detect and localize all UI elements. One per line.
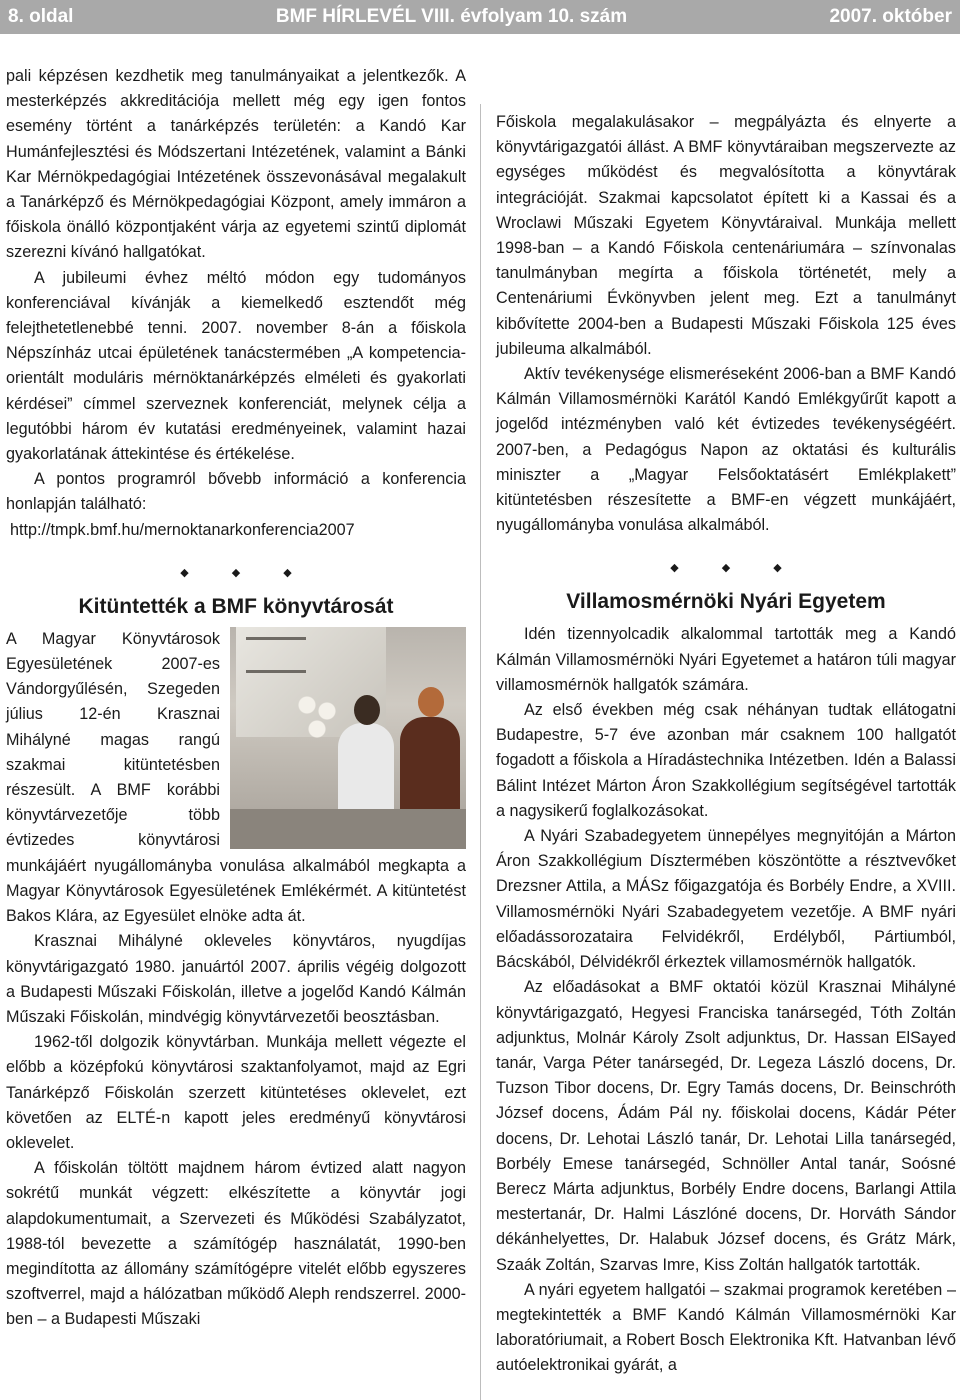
paragraph: Krasznai Mihályné okleveles könyvtáros, nyugdíjas könyvtárigazgató 1980. januártól 2007. április végéig dolgozott a Budapesti Műszaki Főiskolán, illetve a jogelőd Kandó Kálmán Műszaki Főiskolán, mindvégig könyvtárvezetői beosztásban.: [6, 932, 466, 1026]
paragraph: A pontos programról bővebb információ a konferencia honlapján található:: [6, 470, 466, 514]
paragraph: A főiskolán töltött majdnem három évtized alatt nagyon sokrétű munkát végzett: elkészítette a könyvtár jogi alapdokumentumait, a Szervezeti és Működési Szabályzatot, 1988-tól bevezette a számítógép használatát, 1990-ben megindította az állomány számítógépre vitelét előbb egyszeres szoftverrel, majd a hálózatban működő Aleph rendszerrel. 2000-ben – a Budapesti Műszaki: [6, 1159, 466, 1329]
page-header: [0, 0, 960, 34]
left-column: [6, 64, 466, 1333]
paragraph: Idén tizennyolcadik alkalommal tartották meg a Kandó Kálmán Villamosmérnöki Nyári Egyetemet a határon túli magyar villamosmérnök hallgatók számára.: [496, 625, 956, 694]
article-heading-library: Kitüntették a BMF könyvtárosát: [78, 594, 394, 618]
paragraph: Az előadásokat a BMF oktatói közül Krasznai Mihályné könyvtárigazgató, Hegyesi Franciska tanársegéd, Tóth Zoltán adjunktus, Molnár Károly Zsolt adjunktus, Dr. Hassan ElSayed tanár, Varga Péter tanársegéd, Dr. Legeza László docens, Dr. Tuzson Tibor docens, Dr. Egry Tamás docens, Dr. Beinschróth József docens, Ádám Pál ny. főiskolai docens, Kádár Péter docens, Dr. Lehotai László tanár, Dr. Lehotai Lilla tanársegéd, Borbély Emese tanársegéd, Schnöller Antal tanár, Soósné Berecz Márta adjunktus, Borbély Endre docens, Barlangi Attila mestertanár, Dr. Halmi Lászlóné docens, Dr. Horváth Sándor dékánhelyettes, Dr. Halabuk József docens, és Grátz Márk, Szaák Zoltán, Szarvas Imre, Kiss Zoltán hallgatók tartották.: [496, 978, 956, 1274]
paragraph: Főiskola megalakulásakor – megpályázta és elnyerte a könyvtárigazgatói állást. A BMF könyvtáraiban megszervezte az egységes működést és megvalósította a könyvtárak integrációját. Szakmai kapcsolatot épített ki a Kassai és a Wroclawi Műszaki Egyetem Könyvtáraival. Munkája mellett 1998-ban – a Kandó Főiskola centenáriumára – színvonalas tanulmányban megírta a főiskola történetét, mely a Centenáriumi Évkönyvben jelent meg. Ezt a tanulmányt kibővítette 2004-ben a Budapesti Műszaki Főiskola 125 éves jubileuma alkalmából.: [496, 113, 956, 358]
paragraph: A nyári egyetem hallgatói – szakmai programok keretében – megtekintették a BMF Kandó Kálmán Villamosmérnöki Kar laboratóriumait, a Robert Bosch Elektronika Kft. Hatvanban lévő autóelektronikai gyárát, a: [496, 1280, 956, 1375]
paragraph: A Nyári Szabadegyetem ünnepélyes megnyitóján a Márton Áron Szakkollégium Dísztermében köszöntötte a résztvevőket Drezsner Attila, a MÁSz főigazgatója és Borbély Endre, a XVIII. Villamosmérnöki Nyári Szabadegyetem vezetője. A BMF nyári előadássorozataira Felvidékről, Erdélyből, Pártiumból, Bácskából, Délvidékről érkeztek villamosmérnök hallgatók.: [496, 827, 956, 972]
conference-url-link[interactable]: http://tmpk.bmf.hu/mernoktanarkonferencia2007: [10, 520, 355, 539]
issue-date: 2007. október: [829, 6, 952, 27]
paragraph: Aktív tevékenysége elismeréseként 2006-ban a BMF Kandó Kálmán Villamosmérnöki Karától Kandó Emlékgyűrűt kapott a jogelőd intézményben való két évtizedes tevékenységéért. 2007-ben, a Pedagógus Napon az oktatási és kulturális miniszter a „Magyar Felsőoktatásért Emlékplakett” kitüntetésben részesítette a BMF-en végzett munkájáért, nyugállományba vonulása alkalmából.: [496, 365, 956, 535]
paragraph: pali képzésen kezdhetik meg tanulmányaikat a jelentkezők. A mesterképzés akkreditációja mellett még egy igen fontos esemény történt a tanárképzés területén: a Kandó Kar Humánfejlesztési és Módszertani Intézetének, valamint a Bánki Kar Mérnökpedagógiai Intézetének összevonásával megalakult a Tanárképző és Mérnökpedagógiai Központ, amely immáron a főiskola önálló központjaként várja az egyetemi szintű diplomát szerezni kívánó hallgatókat.: [6, 67, 466, 262]
article-heading-summer-university: Villamosmérnöki Nyári Egyetem: [566, 590, 886, 614]
section-separator-icon: ◆ ◆ ◆: [180, 566, 312, 579]
section-separator-icon: ◆ ◆ ◆: [670, 562, 802, 575]
page-number: 8. oldal: [8, 6, 74, 27]
paragraph: A Magyar Könyvtárosok Egyesületének 2007-es Vándorgyűlésén, Szegeden július 12-én Krasznai Mihályné magas rangú szakmai kitüntetésben részesült. A BMF korábbi könyvtárvezetője több évtizedes könyvtárosi munkájáért nyugállományba vonulása alkalmából megkapta a Magyar Könyvtárosok Egyesületének Emlékérmét. A kitüntetést Bakos Klára, az Egyesület elnöke adta át.: [6, 629, 466, 926]
paragraph: Az első években még csak néhányan tudtak ellátogatni Budapestre, 5-7 éve azonban már csaknem 100 hallgatót fogadott a főiskola a Híradástechnika Intézetben. Idén a Balassi Bálint Intézet Márton Áron Szakkollégium segítségével tartották a nagysikerű foglalkozásokat.: [496, 701, 956, 820]
award-ceremony-photo: [230, 627, 466, 849]
column-divider: [480, 104, 481, 1400]
paragraph: 1962-től dolgozik könyvtárban. Munkája mellett végezte el előbb a középfokú könyvtárosi szaktanfolyamot, majd az Egri Tanárképző Főiskolán szerzett kitüntetéses oklevelet, ezt követően az ELTÉ-n kapott jeles eredményű könyvtárosi oklevelet.: [6, 1033, 466, 1152]
right-column: [496, 110, 956, 1379]
flower-bouquet: [292, 687, 342, 747]
newsletter-title: BMF HÍRLEVÉL VIII. évfolyam 10. szám: [275, 6, 628, 27]
article-columns: [0, 34, 960, 1400]
paragraph: A jubileumi évhez méltó módon egy tudományos konferenciával kívánják a kiemelkedő esztendőt még felejthetetlenebbé tenni. 2007. november 8-án a főiskola Népszínház utcai épületének tanácstermében „A kompetencia-orientált moduláris mérnöktanárképzés elméleti és gyakorlati kérdései” címmel szerveznek konferenciát, melynek célja a legutóbbi három év kutatási eredményeinek, valamint hazai gyakorlatának áttekintése és értékelése.: [6, 268, 466, 464]
